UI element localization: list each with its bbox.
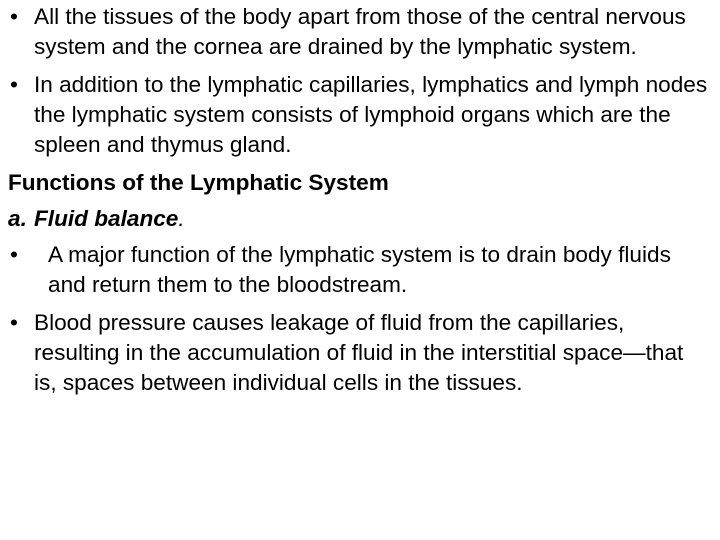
subsection-title: Fluid balance (34, 206, 179, 231)
bullet-item (8, 308, 712, 398)
bullet-dot-icon: • (10, 310, 18, 335)
bullet-text: Blood pressure causes leakage of fluid from the capillaries, resulting in the accumulation of fluid in the interstitial space—that is, spaces between individual cells in the tissues. (34, 310, 684, 395)
bullet-item (8, 2, 712, 62)
bullet-item (8, 240, 712, 300)
bullet-dot-icon: • (10, 72, 18, 97)
subsection-marker: a. (8, 206, 27, 231)
bullet-text: In addition to the lymphatic capillaries, lymphatics and lymph nodes the lymphatic system consists of lymphoid organs which are the spleen and thymus gland. (34, 72, 708, 157)
subsection-heading (8, 204, 712, 234)
bullet-dot-icon: • (10, 242, 18, 267)
bullet-text: All the tissues of the body apart from those of the central nervous system and the cornea are drained by the lymphatic system. (34, 4, 686, 59)
slide-content (8, 2, 712, 406)
bullet-dot-icon: • (10, 4, 18, 29)
subsection-trailing: . (178, 206, 185, 231)
bullet-item (8, 70, 712, 160)
bullet-text: A major function of the lymphatic system is to drain body fluids and return them to the bloodstream. (48, 242, 671, 297)
section-heading: Functions of the Lymphatic System (8, 170, 389, 195)
